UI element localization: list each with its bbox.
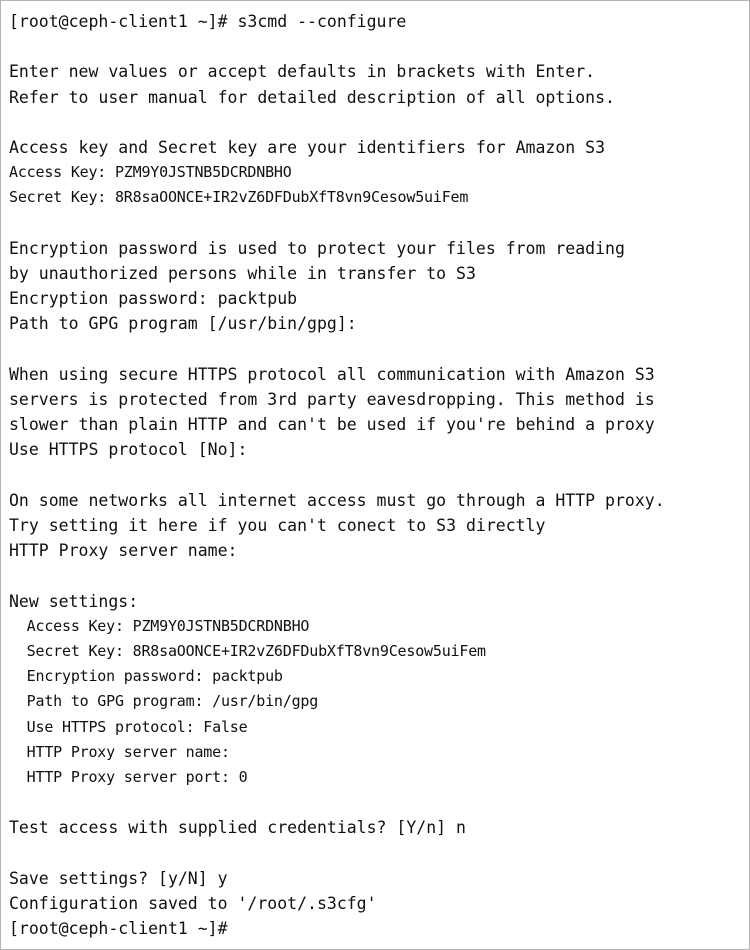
terminal-line: Secret Key: 8R8saOONCE+IR2vZ6DFDubXfT8vn9Cesow5uiFem [9, 641, 486, 660]
terminal-line: Use HTTPS protocol: False [9, 717, 248, 736]
terminal-line: Encryption password: packtpub [9, 667, 283, 686]
terminal-line: [root@ceph-client1 ~]# [9, 919, 228, 939]
terminal-blank-line [9, 841, 739, 866]
terminal-line: slower than plain HTTP and can't be used if you're behind a proxy [9, 415, 655, 435]
terminal-line: HTTP Proxy server port: 0 [9, 768, 248, 786]
terminal-line: Path to GPG program: /usr/bin/gpg [9, 692, 319, 711]
terminal-blank-line [9, 337, 739, 362]
terminal-blank-line [9, 563, 739, 588]
terminal-line: Use HTTPS protocol [No]: [9, 440, 248, 460]
terminal-blank-line [9, 211, 739, 236]
terminal-line: servers is protected from 3rd party eavesdropping. This method is [9, 389, 655, 409]
terminal-line: Configuration saved to '/root/.s3cfg' [9, 893, 377, 913]
terminal-blank-line [9, 110, 739, 135]
terminal-line: New settings: [9, 591, 139, 611]
terminal-line: Access Key: PZM9Y0JSTNB5DCRDNBHO [9, 616, 310, 635]
terminal-line: Enter new values or accept defaults in brackets with Enter. [9, 62, 596, 82]
terminal-line: HTTP Proxy server name: [9, 541, 238, 561]
terminal-line: Access key and Secret key are your identifiers for Amazon S3 [9, 137, 606, 157]
terminal-line: When using secure HTTPS protocol all communication with Amazon S3 [9, 364, 655, 384]
terminal-line: [root@ceph-client1 ~]# s3cmd --configure [9, 12, 407, 31]
terminal-line: Secret Key: 8R8saOONCE+IR2vZ6DFDubXfT8vn9Cesow5uiFem [9, 188, 469, 207]
terminal-line: Save settings? [y/N] y [9, 868, 228, 888]
terminal-line: by unauthorized persons while in transfer to S3 [9, 263, 476, 283]
terminal-line: Refer to user manual for detailed description of all options. [9, 87, 615, 107]
terminal-line: Access Key: PZM9Y0JSTNB5DCRDNBHO [9, 163, 292, 182]
terminal-line: HTTP Proxy server name: [9, 742, 230, 761]
terminal-line: Encryption password is used to protect your files from reading [9, 238, 625, 258]
terminal-line: Try setting it here if you can't conect to S3 directly [9, 515, 546, 535]
terminal-line: Encryption password: packtpub [9, 289, 298, 309]
terminal-line: Test access with supplied credentials? [Y/n] n [9, 818, 466, 838]
terminal-blank-line [9, 34, 739, 59]
terminal-blank-line [9, 790, 739, 815]
terminal-line: Path to GPG program [/usr/bin/gpg]: [9, 314, 357, 334]
terminal-blank-line [9, 463, 739, 488]
terminal-line: On some networks all internet access must go through a HTTP proxy. [9, 490, 665, 510]
